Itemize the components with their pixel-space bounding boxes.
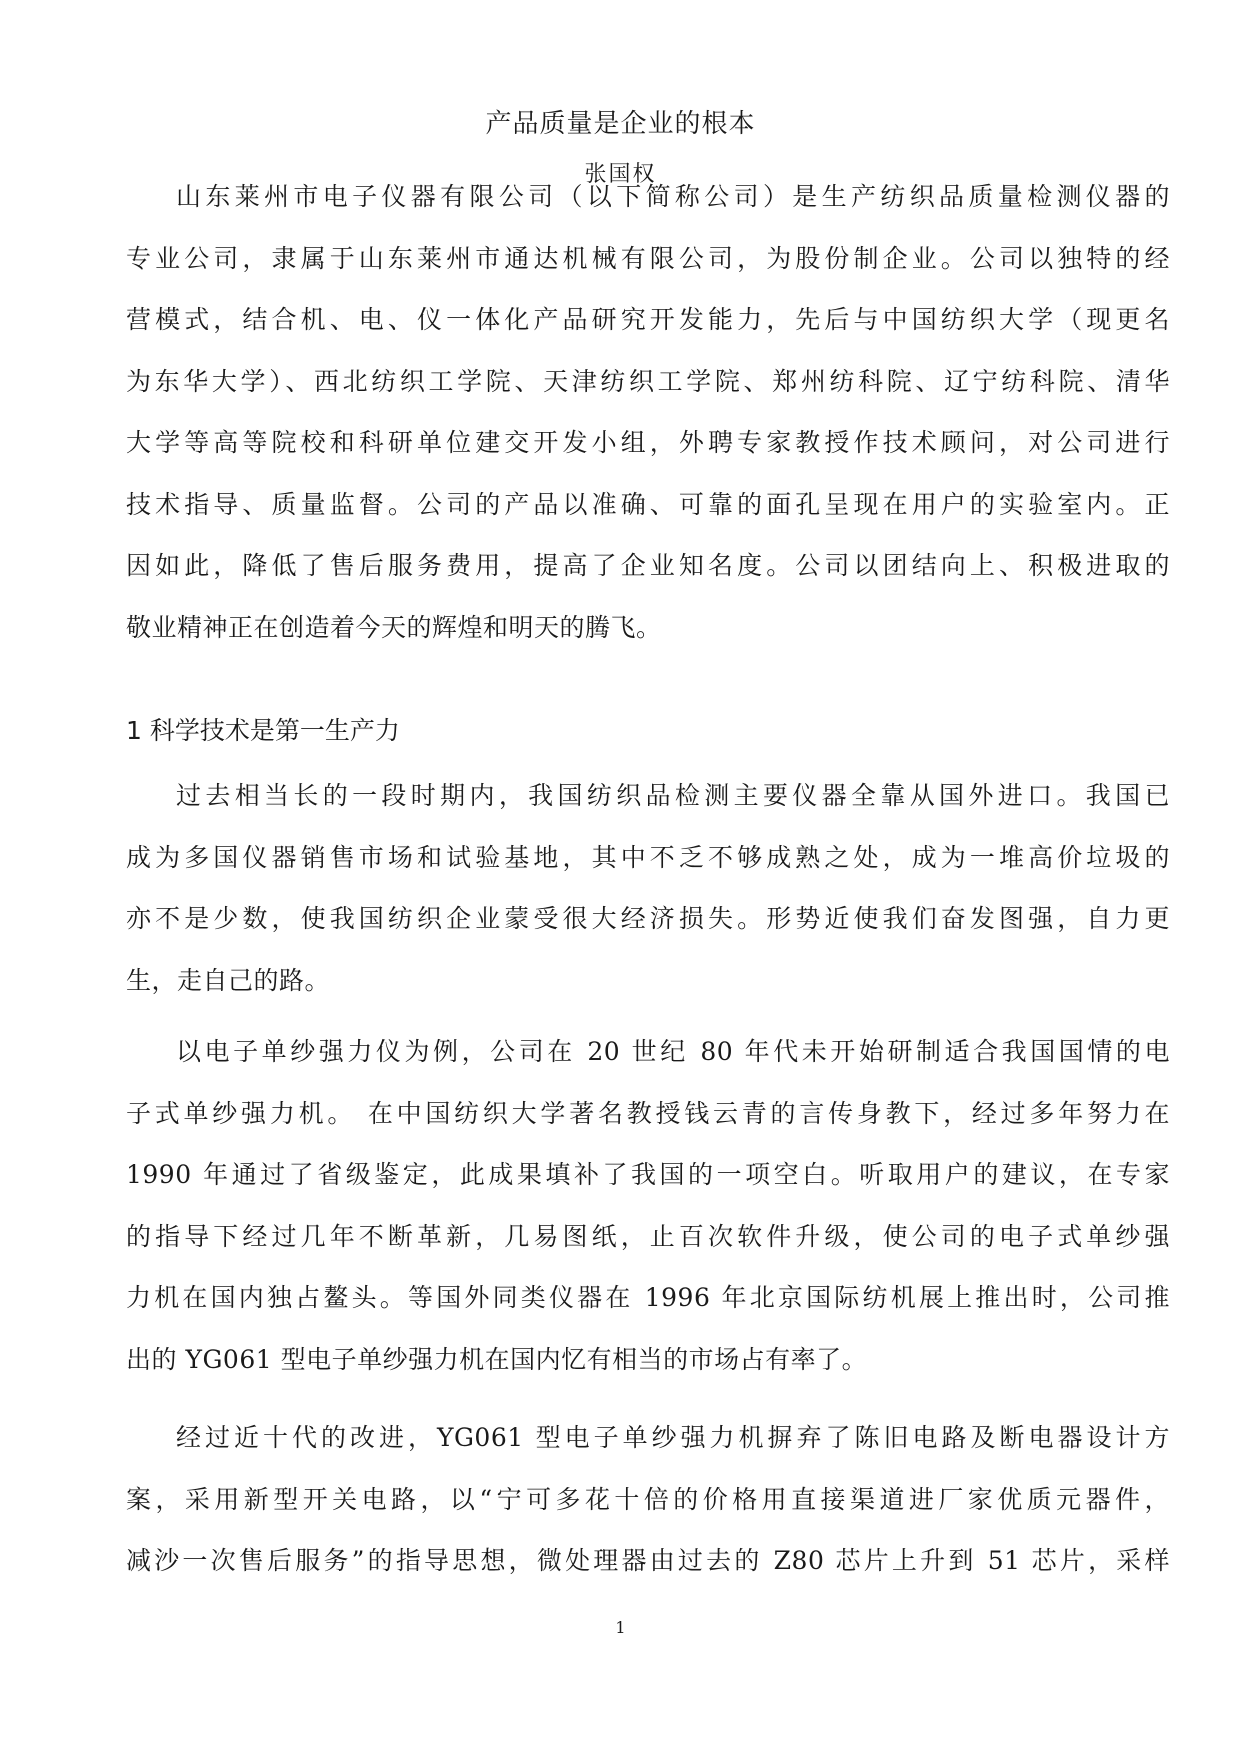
paragraph-line: 敬业精神正在创造着今天的辉煌和明天的腾飞。	[126, 612, 662, 642]
paragraph-line: 生，走自己的路。	[126, 965, 331, 995]
paragraph-strength-tester	[126, 1021, 1170, 1390]
paragraph-line: 成为多国仪器销售市场和试验基地，其中不乏不够成熟之处，成为一堆高价垃圾的	[126, 842, 1170, 872]
paragraph-line: 山东莱州市电子仪器有限公司（以下简称公司）是生产纺织品质量检测仪器的	[176, 182, 1170, 211]
paragraph-imports	[126, 765, 1170, 1011]
paragraph-line: 大学等高等院校和科研单位建交开发小组，外聘专家教授作技术顾问，对公司进行	[126, 428, 1170, 457]
page-number: 1	[615, 1618, 626, 1637]
document-author: 张国权	[584, 162, 657, 187]
paragraph-line: 力机在国内独占鳌头。等国外同类仪器在 1996 年北京国际纺机展上推出时，公司推	[126, 1283, 1170, 1312]
paragraph-line: 因如此，降低了售后服务费用，提高了企业知名度。公司以团结向上、积极进取的	[126, 551, 1170, 580]
paragraph-line: 的指导下经过几年不断革新，几易图纸，止百次软件升级，使公司的电子式单纱强	[126, 1221, 1170, 1251]
paragraph-line: 子式单纱强力机。 在中国纺织大学著名教授钱云青的言传身教下，经过多年努力在	[126, 1098, 1170, 1128]
paragraph-line: 1990 年通过了省级鉴定，此成果填补了我国的一项空白。听取用户的建议，在专家	[126, 1160, 1170, 1189]
paragraph-line: 出的 YG061 型电子单纱强力机在国内忆有相当的市场占有率了。	[126, 1344, 868, 1374]
paragraph-line: 营模式，结合机、电、仪一体化产品研究开发能力，先后与中国纺织大学（现更名	[126, 305, 1170, 334]
section-heading: 1 科学技术是第一生产力	[126, 716, 400, 745]
paragraph-line: 减沙一次售后服务”的指导思想，微处理器由过去的 Z80 芯片上升到 51 芯片，采样	[126, 1546, 1170, 1575]
paragraph-line: 亦不是少数，使我国纺织企业蒙受很大经济损失。形势近使我们奋发图强，自力更	[126, 904, 1170, 933]
paragraph-line: 为东华大学）、西北纺织工学院、天津纺织工学院、郑州纺科院、辽宁纺科院、清华	[126, 366, 1170, 396]
paragraph-line: 技术指导、质量监督。公司的产品以准确、可靠的面孔呈现在用户的实验室内。正	[126, 489, 1170, 519]
paragraph-line: 过去相当长的一段时期内，我国纺织品检测主要仪器全靠从国外进口。我国已	[176, 781, 1170, 810]
paragraph-intro	[126, 166, 1170, 658]
paragraph-line: 经过近十代的改进，YG061 型电子单纱强力机摒弃了陈旧电路及断电器设计方	[176, 1423, 1170, 1452]
document-title: 产品质量是企业的根本	[485, 109, 756, 139]
paragraph-line: 以电子单纱强力仪为例，公司在 20 世纪 80 年代未开始研制适合我国国情的电	[176, 1037, 1170, 1066]
paragraph-line: 案，采用新型开关电路，以“宁可多花十倍的价格用直接渠道进厂家优质元器件，	[126, 1484, 1170, 1514]
paragraph-line: 专业公司，隶属于山东莱州市通达机械有限公司，为股份制企业。公司以独特的经	[126, 243, 1170, 273]
paragraph-improvements	[126, 1407, 1170, 1592]
